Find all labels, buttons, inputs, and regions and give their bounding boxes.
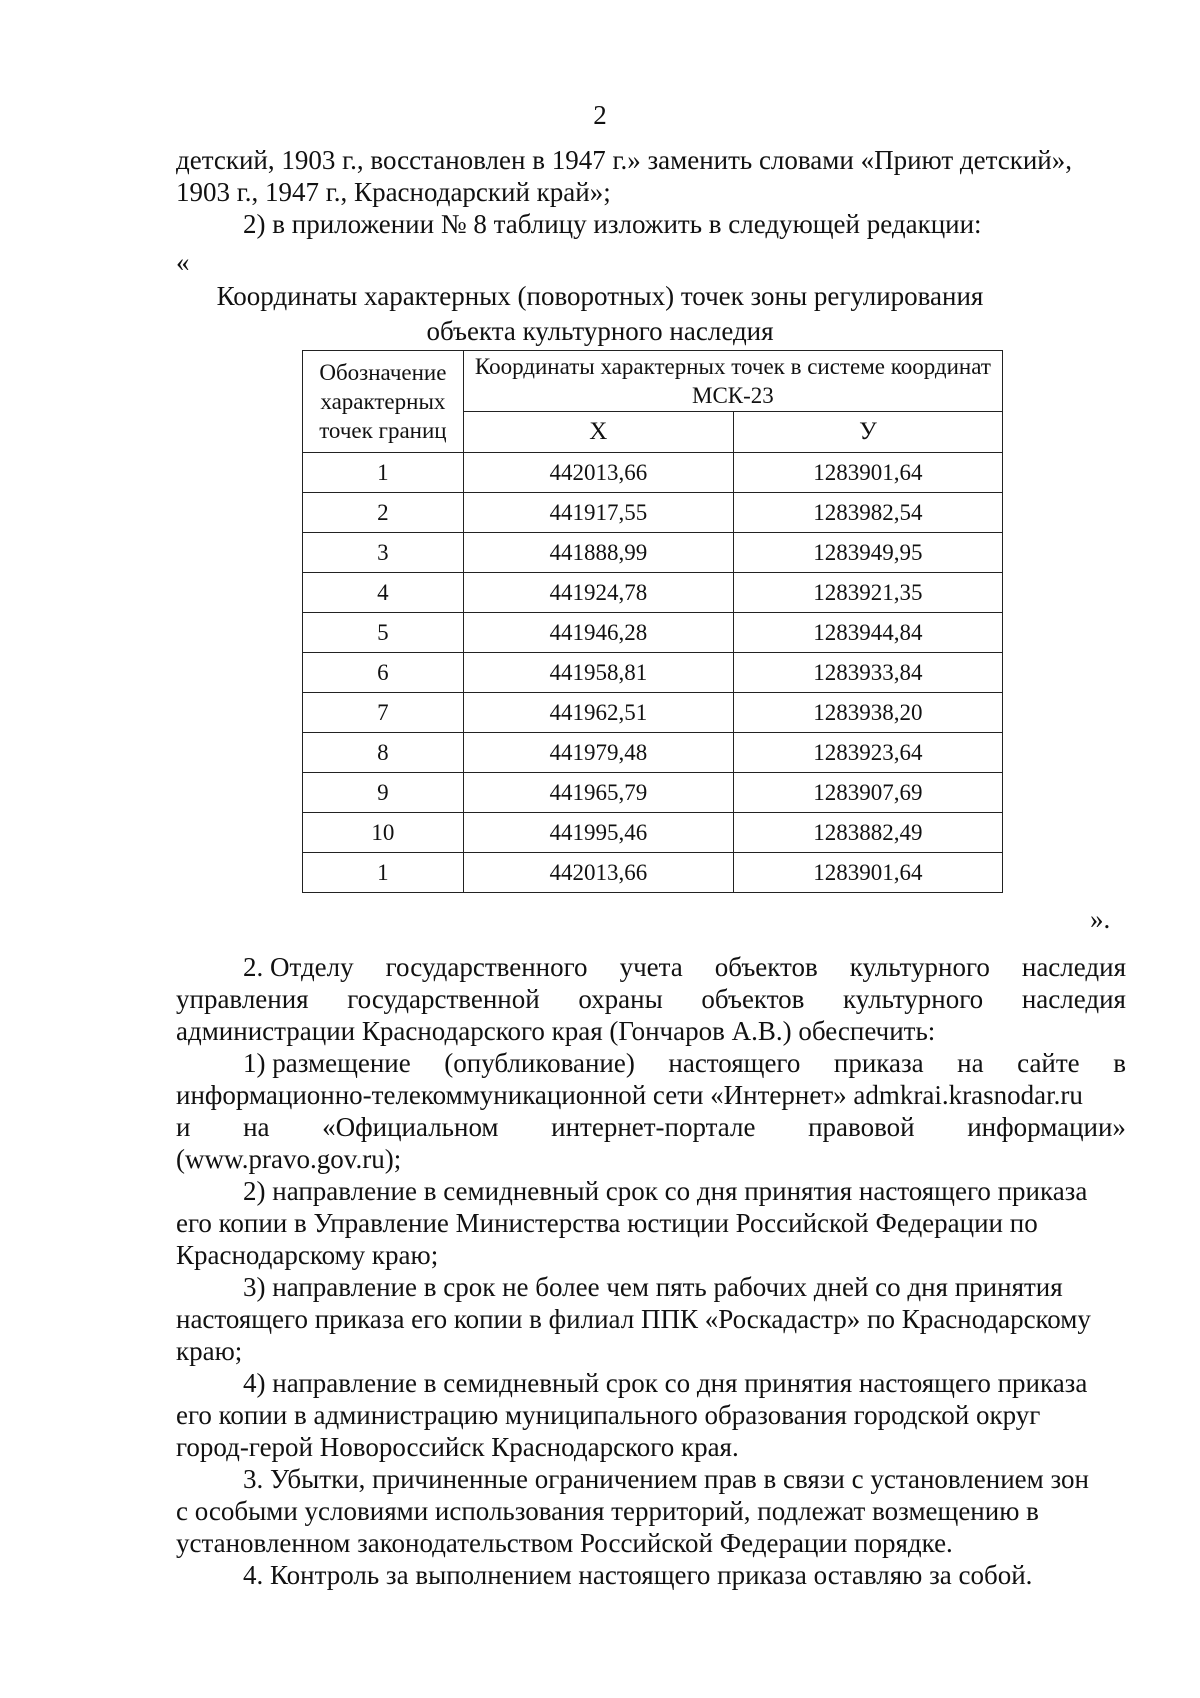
page-number: 2 (593, 100, 607, 130)
cell-x: 441924,78 (463, 573, 733, 613)
table-row (303, 573, 1003, 613)
word: учета (619, 952, 683, 982)
cell-y: 1283921,35 (733, 573, 1002, 613)
table-row (303, 693, 1003, 733)
section-3-line-1: 3. Убытки, причиненные ограничением прав в связи с установлением зон (243, 1464, 1089, 1494)
cell-y: 1283923,64 (733, 733, 1002, 773)
word: наследия (1021, 952, 1126, 982)
table-row (303, 493, 1003, 533)
table-caption-line-2: объекта культурного наследия (426, 316, 774, 346)
word: управления (176, 984, 309, 1014)
word: объектов (701, 984, 805, 1014)
word: объектов (714, 952, 818, 982)
cell-x: 442013,66 (463, 853, 733, 893)
item-4-line-1: 4) направление в семидневный срок со дня принятия настоящего приказа (243, 1368, 1088, 1398)
item-4-line-2: его копии в администрацию муниципального образования городской округ (176, 1400, 1041, 1430)
cell-point: 1 (303, 453, 464, 493)
cell-x: 441962,51 (463, 693, 733, 733)
cell-y: 1283949,95 (733, 533, 1002, 573)
table-row (303, 813, 1003, 853)
intro-item-2: 2) в приложении № 8 таблицу изложить в следующей редакции: (243, 209, 982, 239)
table-row (303, 653, 1003, 693)
word: интернет-портале (551, 1112, 756, 1142)
table-row (303, 613, 1003, 653)
table-caption-line-1: Координаты характерных (поворотных) точек зоны регулирования (216, 281, 984, 311)
word: приказа (833, 1048, 924, 1078)
section-2-line-1 (243, 951, 1126, 983)
table-row (303, 853, 1003, 893)
word: информации» (967, 1112, 1126, 1142)
cell-point: 3 (303, 533, 464, 573)
cell-y: 1283982,54 (733, 493, 1002, 533)
item-1-line-3 (176, 1111, 1126, 1143)
item-1-line-4: (www.pravo.gov.ru); (176, 1144, 402, 1174)
item-2-line-2: его копии в Управление Министерства юстиции Российской Федерации по (176, 1208, 1038, 1238)
item-3-line-2: настоящего приказа его копии в филиал ППК «Роскадастр» по Краснодарскому (176, 1304, 1091, 1334)
cell-point: 10 (303, 813, 464, 853)
section-2-line-2 (176, 983, 1126, 1015)
cell-y: 1283901,64 (733, 453, 1002, 493)
intro-line-2: 1903 г., 1947 г., Краснодарский край»; (176, 177, 611, 207)
item-3-line-3: краю; (176, 1336, 243, 1366)
cell-x: 441917,55 (463, 493, 733, 533)
word: культурного (843, 984, 984, 1014)
cell-point: 2 (303, 493, 464, 533)
cell-x: 442013,66 (463, 453, 733, 493)
cell-y: 1283938,20 (733, 693, 1002, 733)
cell-point: 1 (303, 853, 464, 893)
cell-x: 441995,46 (463, 813, 733, 853)
header-y: У (733, 412, 1002, 453)
word: (опубликование) (444, 1048, 635, 1078)
word: на (243, 1112, 270, 1142)
item-2-line-3: Краснодарскому краю; (176, 1240, 439, 1270)
cell-y: 1283901,64 (733, 853, 1002, 893)
word: наследия (1021, 984, 1126, 1014)
item-1-line-1 (243, 1047, 1126, 1079)
word: в (1113, 1048, 1126, 1078)
word: правовой (808, 1112, 915, 1142)
word: государственного (385, 952, 588, 982)
cell-x: 441965,79 (463, 773, 733, 813)
cell-point: 5 (303, 613, 464, 653)
cell-point: 4 (303, 573, 464, 613)
cell-point: 6 (303, 653, 464, 693)
coordinates-table (302, 350, 1003, 893)
table-row (303, 773, 1003, 813)
word: культурного (849, 952, 990, 982)
open-quote: « (176, 247, 190, 277)
cell-y: 1283933,84 (733, 653, 1002, 693)
word: «Официальном (322, 1112, 499, 1142)
word: на (957, 1048, 984, 1078)
cell-y: 1283882,49 (733, 813, 1002, 853)
item-3-line-1: 3) направление в срок не более чем пять рабочих дней со дня принятия (243, 1272, 1063, 1302)
word: 1) размещение (243, 1048, 411, 1078)
cell-x: 441979,48 (463, 733, 733, 773)
section-2-line-3: администрации Краснодарского края (Гончаров А.В.) обеспечить: (176, 1016, 936, 1046)
section-4: 4. Контроль за выполнением настоящего приказа оставляю за собой. (243, 1560, 1033, 1590)
header-x: Х (463, 412, 733, 453)
close-quote: ». (1090, 904, 1111, 934)
cell-x: 441958,81 (463, 653, 733, 693)
word: государственной (347, 984, 540, 1014)
item-1-line-2: информационно-телекоммуникационной сети «Интернет» admkrai.krasnodar.ru (176, 1080, 1083, 1110)
cell-y: 1283944,84 (733, 613, 1002, 653)
header-coordinates-system: Координаты характерных точек в системе координат МСК-23 (463, 351, 1002, 412)
header-point-designation: Обозначение характерных точек границ (303, 351, 464, 453)
item-4-line-3: город-герой Новороссийск Краснодарского края. (176, 1432, 739, 1462)
word: настоящего (668, 1048, 801, 1078)
cell-point: 8 (303, 733, 464, 773)
cell-x: 441888,99 (463, 533, 733, 573)
section-3-line-3: установленном законодательством Российской Федерации порядке. (176, 1528, 953, 1558)
intro-line-1: детский, 1903 г., восстановлен в 1947 г.» заменить словами «Приют детский», (176, 145, 1072, 175)
cell-x: 441946,28 (463, 613, 733, 653)
cell-point: 7 (303, 693, 464, 733)
section-3-line-2: с особыми условиями использования территорий, подлежат возмещению в (176, 1496, 1039, 1526)
table-row (303, 733, 1003, 773)
table-row (303, 453, 1003, 493)
word: и (176, 1112, 191, 1142)
table-row (303, 533, 1003, 573)
item-2-line-1: 2) направление в семидневный срок со дня принятия настоящего приказа (243, 1176, 1088, 1206)
word: охраны (578, 984, 663, 1014)
cell-point: 9 (303, 773, 464, 813)
word: 2. Отделу (243, 952, 354, 982)
word: сайте (1017, 1048, 1080, 1078)
cell-y: 1283907,69 (733, 773, 1002, 813)
